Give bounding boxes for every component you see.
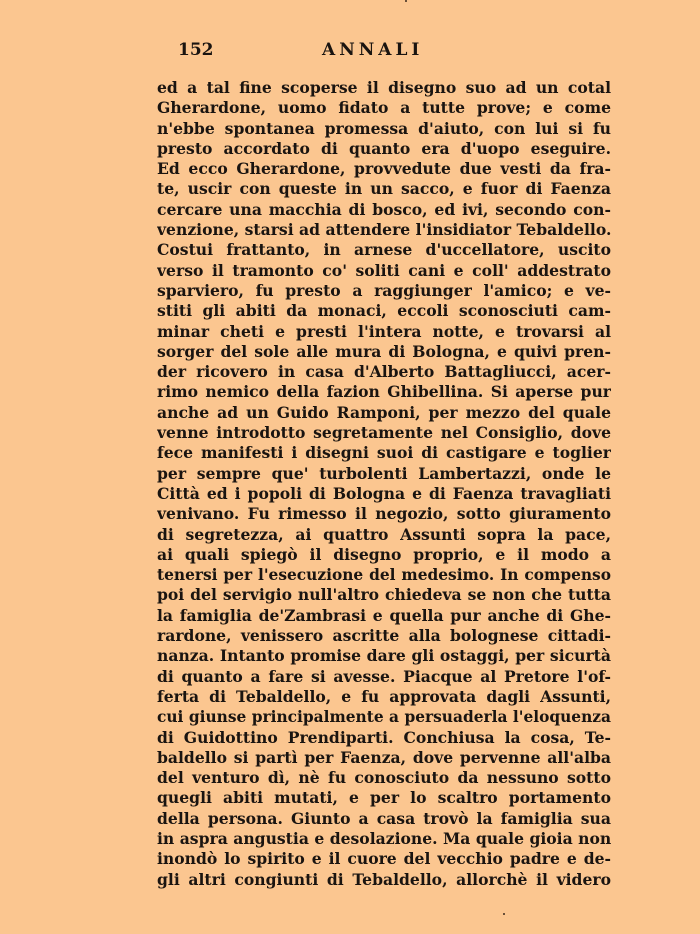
- text-line: der ricovero in casa d'Alberto Battagliucci, acer-: [157, 362, 611, 382]
- text-line: inondò lo spirito e il cuore del vecchio padre e de-: [157, 849, 611, 869]
- text-line: Costui frattanto, in arnese d'uccellatore, uscito: [157, 240, 611, 260]
- text-line: venne introdotto segretamente nel Consiglio, dove: [157, 423, 611, 443]
- text-line: gli altri congiunti di Tebaldello, allorchè il videro: [157, 869, 611, 889]
- text-line: venivano. Fu rimesso il negozio, sotto giuramento: [157, 504, 611, 524]
- text-line: del venturo dì, nè fu conosciuto da nessuno sotto: [157, 768, 611, 788]
- text-line: Ed ecco Gherardone, provvedute due vesti da fra-: [157, 159, 611, 179]
- ink-speck: [405, 0, 407, 2]
- text-line: cercare una macchia di bosco, ed ivi, secondo con-: [157, 199, 611, 219]
- ink-speck: [503, 913, 505, 915]
- text-line: stiti gli abiti da monaci, eccoli sconosciuti cam-: [157, 301, 611, 321]
- text-line: baldello si partì per Faenza, dove pervenne all'alba: [157, 747, 611, 767]
- text-line: anche ad un Guido Ramponi, per mezzo del quale: [157, 402, 611, 422]
- text-line: ai quali spiegò il disegno proprio, e il modo a: [157, 544, 611, 564]
- running-title: ANNALI: [322, 40, 424, 60]
- text-line: di Guidottino Prendiparti. Conchiusa la cosa, Te-: [157, 727, 611, 747]
- text-line: sorger del sole alle mura di Bologna, e quivi pren-: [157, 341, 611, 361]
- text-line: per sempre que' turbolenti Lambertazzi, onde le: [157, 463, 611, 483]
- text-line: Città ed i popoli di Bologna e di Faenza travagliati: [157, 483, 611, 503]
- text-line: rimo nemico della fazion Ghibellina. Si aperse pur: [157, 382, 611, 402]
- text-line: cui giunse principalmente a persuaderla l'eloquenza: [157, 708, 611, 727]
- page-header: [170, 40, 610, 66]
- text-line: di segretezza, ai quattro Assunti sopra la pace,: [157, 524, 611, 544]
- text-line: minar cheti e presti l'intera notte, e trovarsi al: [157, 321, 611, 341]
- text-line: nanza. Intanto promise dare gli ostaggi, per sicurtà: [157, 646, 611, 666]
- text-line: sparviero, fu presto a raggiunger l'amico; e ve-: [157, 280, 611, 300]
- text-line: poi del servigio null'altro chiedeva se non che tutta: [157, 585, 611, 605]
- text-line: presto accordato di quanto era d'uopo eseguire.: [157, 138, 611, 158]
- text-line: te, uscir con queste in un sacco, e fuor di Faenza: [157, 179, 611, 199]
- text-line: della persona. Giunto a casa trovò la famiglia sua: [157, 808, 611, 828]
- page-number: 152: [178, 40, 214, 60]
- text-line: rardone, venissero ascritte alla bolognese cittadi-: [157, 626, 611, 646]
- text-line: di quanto a fare si avesse. Piacque al Pretore l'of-: [157, 666, 611, 686]
- text-line: ed a tal fine scoperse il disegno suo ad un cotal: [157, 78, 611, 97]
- text-line: n'ebbe spontanea promessa d'aiuto, con lui si fu: [157, 118, 611, 138]
- text-line: ferta di Tebaldello, e fu approvata dagli Assunti,: [157, 686, 611, 706]
- text-line: tenersi per l'esecuzione del medesimo. In compenso: [157, 566, 611, 585]
- text-line: in aspra angustia e desolazione. Ma quale gioia non: [157, 828, 611, 848]
- text-line: fece manifesti i disegni suoi di castigare e toglier: [157, 443, 611, 463]
- text-line: verso il tramonto co' soliti cani e coll' addestrato: [157, 260, 611, 280]
- text-line: la famiglia de'Zambrasi e quella pur anche di Ghe-: [157, 605, 611, 625]
- text-line: quegli abiti mutati, e per lo scaltro portamento: [157, 788, 611, 808]
- text-line: venzione, starsi ad attendere l'insidiator Tebaldello.: [157, 220, 611, 240]
- body-text: [157, 78, 611, 890]
- text-line: Gherardone, uomo fidato a tutte prove; e come: [157, 98, 611, 118]
